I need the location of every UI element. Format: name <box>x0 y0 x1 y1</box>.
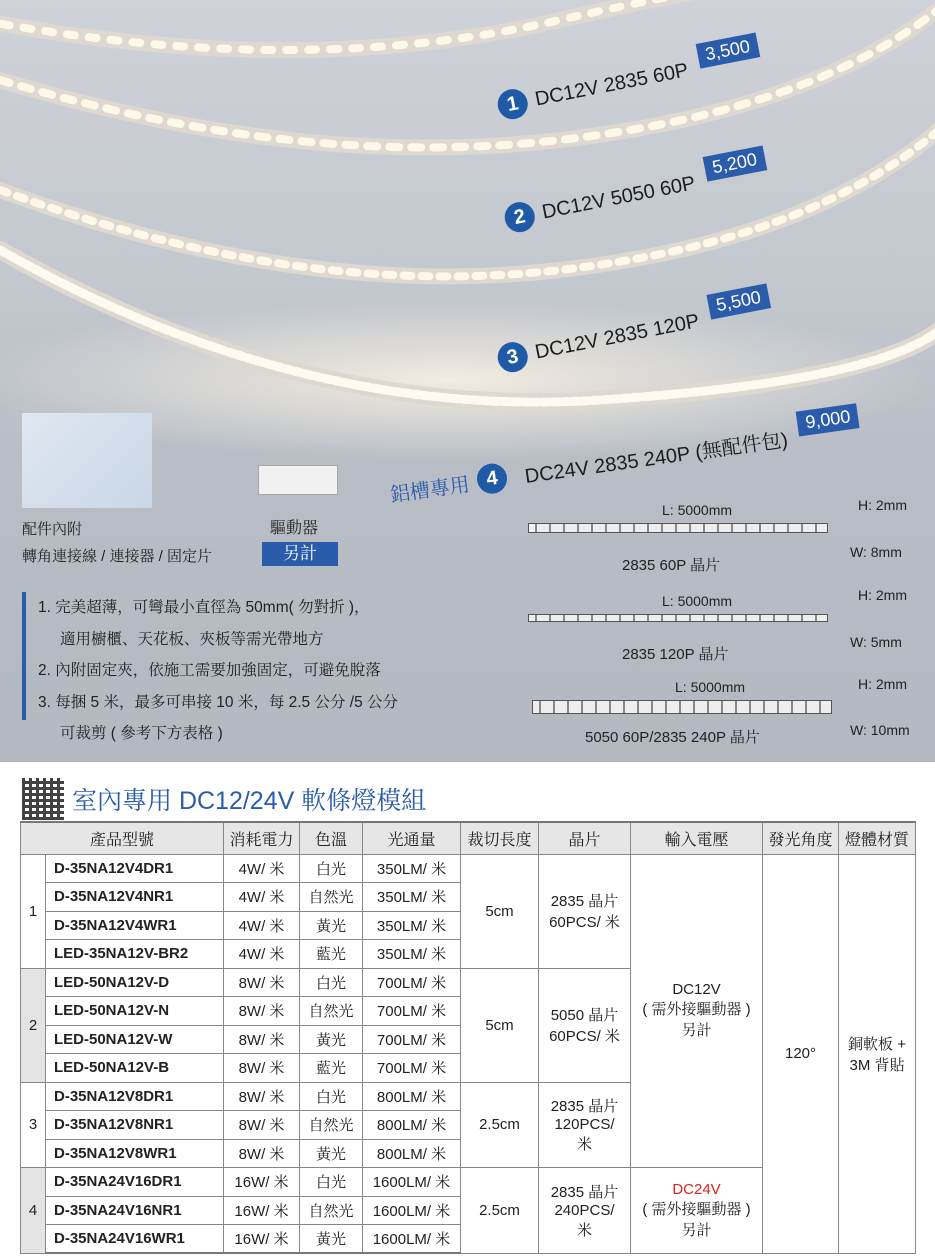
cell-line: ( 需外接驅動器 ) <box>642 1001 751 1019</box>
header-power: 消耗電力 <box>224 822 300 854</box>
feature-notes <box>22 592 399 742</box>
chip-cell <box>539 854 631 968</box>
lumen-cell: 700LM/ 米 <box>363 1025 461 1054</box>
model-cell: LED-50NA12V-N <box>46 997 224 1026</box>
width-label: W: 5mm <box>850 634 902 650</box>
lumen-cell: 700LM/ 米 <box>363 997 461 1026</box>
price-badge: 3,500 <box>695 32 760 68</box>
product-spec: DC12V 2835 120P <box>533 309 702 364</box>
lumen-cell: 800LM/ 米 <box>363 1082 461 1111</box>
section-title-text: 室內專用 DC12/24V 軟條燈模組 <box>72 787 427 815</box>
lumen-cell: 700LM/ 米 <box>363 1054 461 1083</box>
color-temp-cell: 黃光 <box>300 1025 363 1054</box>
lumen-cell: 350LM/ 米 <box>363 883 461 912</box>
cell-line: 另計 <box>681 1221 712 1239</box>
header-material: 燈體材質 <box>839 822 916 854</box>
cell-line: 120PCS/ <box>554 1116 615 1134</box>
driver-title: 驅動器 <box>270 520 319 537</box>
product-spec: DC12V 2835 60P <box>533 58 691 111</box>
color-temp-cell: 黃光 <box>300 911 363 940</box>
power-cell: 8W/ 米 <box>224 968 300 997</box>
cell-line: 240PCS/ <box>554 1201 615 1219</box>
cell-line: 銅軟板 + <box>848 1035 906 1053</box>
color-temp-cell: 白光 <box>300 1168 363 1197</box>
cell-line: 2835 晶片 <box>550 893 619 910</box>
model-cell: D-35NA12V8WR1 <box>46 1139 224 1168</box>
price-badge: 9,000 <box>796 403 860 436</box>
material-cell <box>839 854 916 1253</box>
power-cell: 8W/ 米 <box>224 1054 300 1083</box>
cell-line: 另計 <box>681 1022 712 1040</box>
chip-cell <box>539 1082 631 1168</box>
section-title <box>22 778 426 820</box>
model-cell: D-35NA24V16WR1 <box>46 1225 224 1254</box>
model-cell: D-35NA12V4DR1 <box>46 854 224 883</box>
group-number: 2 <box>21 968 46 1082</box>
lumen-cell: 1600LM/ 米 <box>363 1168 461 1197</box>
angle-cell: 120° <box>763 854 839 1253</box>
lumen-cell: 1600LM/ 米 <box>363 1196 461 1225</box>
power-cell: 16W/ 米 <box>224 1225 300 1254</box>
header-angle: 發光角度 <box>763 822 839 854</box>
power-cell: 8W/ 米 <box>224 1082 300 1111</box>
power-cell: 4W/ 米 <box>224 940 300 969</box>
chip-label: 2835 60P 晶片 <box>622 557 721 574</box>
color-temp-cell: 藍光 <box>300 940 363 969</box>
accessories-photo <box>22 413 152 508</box>
product-spec: DC24V 2835 240P (無配件包) <box>523 428 790 488</box>
color-temp-cell: 白光 <box>300 1082 363 1111</box>
spec-table <box>20 821 916 1254</box>
model-cell: D-35NA24V16DR1 <box>46 1168 224 1197</box>
driver-separate-badge: 另計 <box>262 542 338 566</box>
header-chip: 晶片 <box>539 822 631 854</box>
model-cell: LED-50NA12V-D <box>46 968 224 997</box>
cell-line: ( 需外接驅動器 ) <box>642 1200 751 1218</box>
number-badge: 4 <box>475 462 509 496</box>
cell-line: 2835 晶片 <box>550 1183 619 1201</box>
table-row <box>21 854 916 883</box>
note-item: 適用櫥櫃、天花板、夾板等需光帶地方 <box>60 630 324 648</box>
lumen-cell: 350LM/ 米 <box>363 940 461 969</box>
cell-line: 米 <box>576 1221 592 1239</box>
chip-label: 5050 60P/2835 240P 晶片 <box>585 729 760 746</box>
height-label: H: 2mm <box>858 587 907 603</box>
accessories-title: 配件內附 <box>22 521 83 538</box>
power-cell: 4W/ 米 <box>224 883 300 912</box>
model-cell: D-35NA12V8DR1 <box>46 1082 224 1111</box>
lumen-cell: 1600LM/ 米 <box>363 1225 461 1254</box>
note-item: 可裁剪 ( 參考下方表格 ) <box>60 725 223 742</box>
note-item: 2. 內附固定夾，依施工需要加強固定，可避免脫落 <box>38 662 381 679</box>
cut-length-cell: 5cm <box>461 968 539 1082</box>
price-badge: 5,500 <box>706 283 771 319</box>
strip-drawing <box>528 523 828 533</box>
model-cell: LED-50NA12V-W <box>46 1025 224 1054</box>
note-item: 1. 完美超薄，可彎最小直徑為 50mm( 勿對折 )， <box>38 599 370 616</box>
cell-line: DC12V <box>672 981 721 999</box>
voltage-cell-dc24 <box>631 1168 763 1254</box>
power-cell: 4W/ 米 <box>224 854 300 883</box>
power-cell: 8W/ 米 <box>224 997 300 1026</box>
lumen-cell: 800LM/ 米 <box>363 1139 461 1168</box>
width-label: W: 8mm <box>850 544 902 560</box>
header-model: 產品型號 <box>21 822 224 854</box>
cell-line: 3M 背貼 <box>849 1056 905 1074</box>
cut-length-cell: 2.5cm <box>461 1082 539 1168</box>
model-cell: LED-35NA12V-BR2 <box>46 940 224 969</box>
power-cell: 16W/ 米 <box>224 1196 300 1225</box>
number-badge: 1 <box>495 87 530 122</box>
group-number: 4 <box>21 1168 46 1254</box>
strip-drawing <box>528 614 828 622</box>
power-cell: 16W/ 米 <box>224 1168 300 1197</box>
strip-drawing <box>532 700 832 714</box>
lumen-cell: 700LM/ 米 <box>363 968 461 997</box>
lumen-cell: 350LM/ 米 <box>363 911 461 940</box>
driver-photo <box>258 465 338 495</box>
model-cell: D-35NA12V8NR1 <box>46 1111 224 1140</box>
aluminum-channel-note: 鋁槽專用 <box>388 473 472 507</box>
length-label: L: 5000mm <box>662 593 733 609</box>
model-cell: D-35NA24V16NR1 <box>46 1196 224 1225</box>
model-cell: D-35NA12V4NR1 <box>46 883 224 912</box>
width-label: W: 10mm <box>850 722 910 738</box>
lumen-cell: 800LM/ 米 <box>363 1111 461 1140</box>
color-temp-cell: 白光 <box>300 854 363 883</box>
header-cut-length: 裁切長度 <box>461 822 539 854</box>
color-temp-cell: 自然光 <box>300 1196 363 1225</box>
color-temp-cell: 白光 <box>300 968 363 997</box>
note-item: 3. 每捆 5 米，最多可串接 10 米，每 2.5 公分 /5 公分 <box>38 693 399 711</box>
cell-line: 米 <box>576 1136 592 1154</box>
chip-cell <box>539 1168 631 1254</box>
header-voltage: 輸入電壓 <box>631 822 763 854</box>
power-cell: 8W/ 米 <box>224 1111 300 1140</box>
color-temp-cell: 自然光 <box>300 997 363 1026</box>
group-number: 1 <box>21 854 46 968</box>
qr-code-icon[interactable] <box>22 778 64 820</box>
header-lumen: 光通量 <box>363 822 461 854</box>
length-label: L: 5000mm <box>675 679 746 695</box>
height-label: H: 2mm <box>858 676 907 692</box>
color-temp-cell: 藍光 <box>300 1054 363 1083</box>
accessories-list: 轉角連接線 / 連接器 / 固定片 <box>22 548 213 565</box>
color-temp-cell: 自然光 <box>300 1111 363 1140</box>
cell-line: DC24V <box>672 1180 721 1198</box>
height-label: H: 2mm <box>858 497 907 513</box>
power-cell: 8W/ 米 <box>224 1139 300 1168</box>
power-cell: 4W/ 米 <box>224 911 300 940</box>
cut-length-cell: 5cm <box>461 854 539 968</box>
length-label: L: 5000mm <box>662 502 733 518</box>
cell-line: 60PCS/ 米 <box>549 1028 620 1045</box>
chip-cell <box>539 968 631 1082</box>
group-number: 3 <box>21 1082 46 1168</box>
number-badge: 3 <box>495 340 530 375</box>
cell-line: 2835 晶片 <box>550 1098 619 1116</box>
power-cell: 8W/ 米 <box>224 1025 300 1054</box>
cut-length-cell: 2.5cm <box>461 1168 539 1254</box>
model-cell: LED-50NA12V-B <box>46 1054 224 1083</box>
chip-label: 2835 120P 晶片 <box>622 646 729 663</box>
color-temp-cell: 黃光 <box>300 1139 363 1168</box>
color-temp-cell: 自然光 <box>300 883 363 912</box>
color-temp-cell: 黃光 <box>300 1225 363 1254</box>
cell-line: 5050 晶片 <box>550 1007 619 1024</box>
product-spec: DC12V 5050 60P <box>540 171 698 224</box>
cell-line: 60PCS/ 米 <box>549 914 620 931</box>
voltage-cell-dc12 <box>631 854 763 1168</box>
header-color-temp: 色溫 <box>300 822 363 854</box>
price-badge: 5,200 <box>702 145 767 181</box>
lumen-cell: 350LM/ 米 <box>363 854 461 883</box>
number-badge: 2 <box>502 200 537 235</box>
model-cell: D-35NA12V4WR1 <box>46 911 224 940</box>
